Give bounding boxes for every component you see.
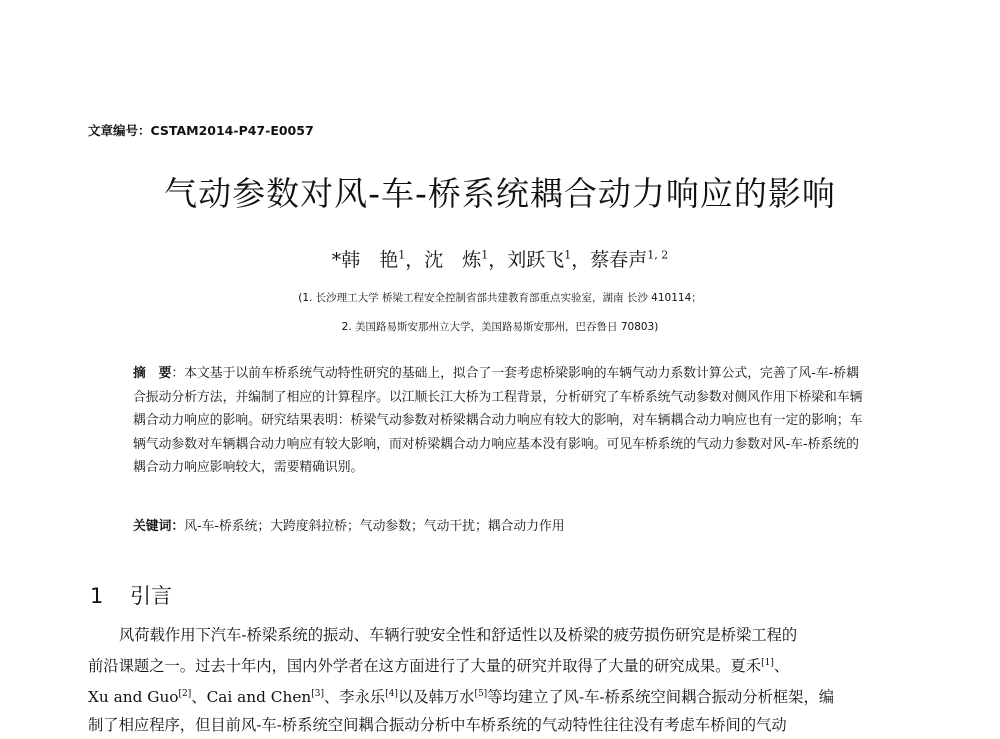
author-list: *韩 艳$^1$，沈 炼$^1$，刘跃飞$^1$，蔡春声$^{1, 2}$ [331, 248, 669, 271]
body-line: 风荷载作用下汽车-桥梁系统的振动、车辆行驶安全性和舒适性以及桥梁的疲劳损伤研究是桥梁工程的 [119, 626, 798, 644]
section-title: 引言 [130, 584, 172, 608]
citation: [2] [178, 689, 192, 700]
keywords-text: 风-车-桥系统；大跨度斜拉桥；气动参数；气动干扰；耦合动力作用 [184, 519, 565, 534]
author: 沈 炼$^1$ [424, 248, 489, 271]
affiliation: 2. 美国路易斯安那州立大学，美国路易斯安那州，巴吞鲁日 70803) [341, 321, 659, 333]
affiliation: (1. 长沙理工大学 桥梁工程安全控制省部共建教育部重点实验室，湖南 长沙 410114； [298, 292, 702, 304]
section-number: 1 [90, 584, 104, 608]
article-number [88, 121, 314, 139]
body-line: Xu and Guo[2]、Cai and Chen[3]、李永乐[4]以及韩万水[5]等均建立了风-车-桥系统空间耦合振动分析框架，编 [88, 688, 835, 707]
body-line: 前沿课题之一。过去十年内，国内外学者在这方面进行了大量的研究并取得了大量的研究成果。夏禾[1]、 [88, 657, 790, 676]
article-number-value: CSTAM2014-P47-E0057 [150, 123, 314, 138]
article-number-label: 文章编号： [88, 123, 151, 138]
citation: [1] [761, 658, 774, 668]
section-heading [90, 580, 172, 610]
abstract-text: 本文基于以前车桥系统气动特性研究的基础上，拟合了一套考虑桥梁影响的车辆气动力系数计算公式，完善了风-车-桥耦合振动分析方法，并编制了相应的计算程序。以江顺长江大桥为工程背景，分析研究了车桥系统气动参数对侧风作用下桥梁和车辆耦合动力响应的影响。研究结果表明：桥梁气动参数对桥梁耦合动力响应有较大的影响，对车辆耦合动力响应也有一定的影响；车辆气动参数对车辆耦合动力响应有较大影响，而对桥梁耦合动力响应基本没有影响。可见车桥系统的气动力参数对风-车-桥系统的耦合动力响应影响较大，需要精确识别。 [133, 366, 863, 475]
keywords-label: 关键词 [133, 519, 172, 534]
author: *韩 艳$^1$ [331, 248, 406, 271]
abstract-label: 摘 要 [133, 366, 172, 381]
keywords: 关键词：风-车-桥系统；大跨度斜拉桥；气动参数；气动干扰；耦合动力作用 [133, 519, 565, 534]
citation: [4] [385, 689, 398, 700]
citation: [3] [311, 689, 324, 700]
body-text [88, 621, 903, 739]
author: 蔡春声$^{1, 2}$ [590, 248, 669, 271]
abstract: 摘 要：本文基于以前车桥系统气动特性研究的基础上，拟合了一套考虑桥梁影响的车辆气动力系数计算公式，完善了风-车-桥耦合振动分析方法，并编制了相应的计算程序。以江顺长江大桥为工程背景，分析研究了车桥系统气动参数对侧风作用下桥梁和车辆耦合动力响应的影响。研究结果表明：桥梁气动参数对桥梁耦合动力响应有较大的影响，对车辆耦合动力响应也有一定的影响；车辆气动参数对车辆耦合动力响应有较大影响，而对桥梁耦合动力响应基本没有影响。可见车桥系统的气动力参数对风-车-桥系统的耦合动力响应影响较大，需要精确识别。 [133, 366, 863, 475]
paper-title: 气动参数对风-车-桥系统耦合动力响应的影响 [164, 174, 836, 213]
body-line: 制了相应程序，但目前风-车-桥系统空间耦合振动分析中车桥系统的气动特性往往没有考虑车桥间的气动 [88, 716, 787, 735]
author: 刘跃飞$^1$ [507, 248, 572, 271]
citation: [5] [474, 689, 488, 700]
